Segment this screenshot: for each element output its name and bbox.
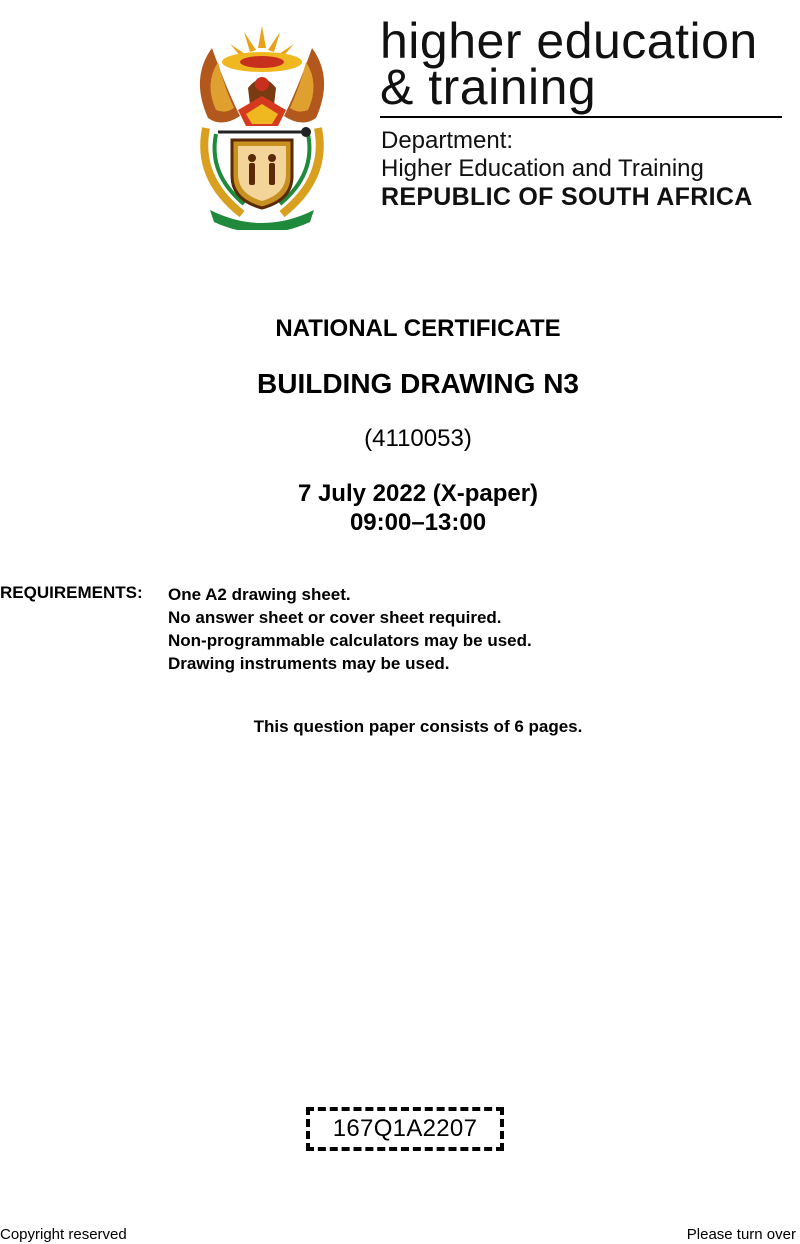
department-name: Higher Education and Training — [381, 155, 704, 182]
footer-turn-over: Please turn over — [686, 1226, 796, 1243]
coat-of-arms-icon — [182, 18, 342, 230]
brand-heading-line1: higher education — [380, 13, 758, 69]
brand-divider — [380, 116, 782, 118]
department-country: REPUBLIC OF SOUTH AFRICA — [381, 183, 753, 211]
requirement-item: One A2 drawing sheet. — [168, 585, 351, 604]
paper-code-box — [306, 1107, 504, 1151]
paper-code: 167Q1A2207 — [332, 1115, 478, 1142]
requirement-item: Non-programmable calculators may be used. — [168, 631, 532, 650]
exam-date: 7 July 2022 (X-paper) — [297, 480, 539, 507]
requirements-label: REQUIREMENTS: — [0, 583, 143, 602]
certificate-title: NATIONAL CERTIFICATE — [275, 315, 561, 342]
exam-time: 09:00–13:00 — [349, 509, 487, 536]
subject-code: (4110053) — [364, 425, 472, 452]
requirements-list — [168, 583, 532, 675]
department-label: Department: — [381, 127, 514, 154]
brand-heading-line2: & training — [380, 59, 597, 115]
footer-copyright: Copyright reserved — [0, 1226, 127, 1243]
page-count-note: This question paper consists of 6 pages. — [253, 717, 583, 736]
subject-title: BUILDING DRAWING N3 — [257, 368, 579, 399]
requirement-item: Drawing instruments may be used. — [168, 654, 450, 673]
requirement-item: No answer sheet or cover sheet required. — [168, 608, 502, 627]
